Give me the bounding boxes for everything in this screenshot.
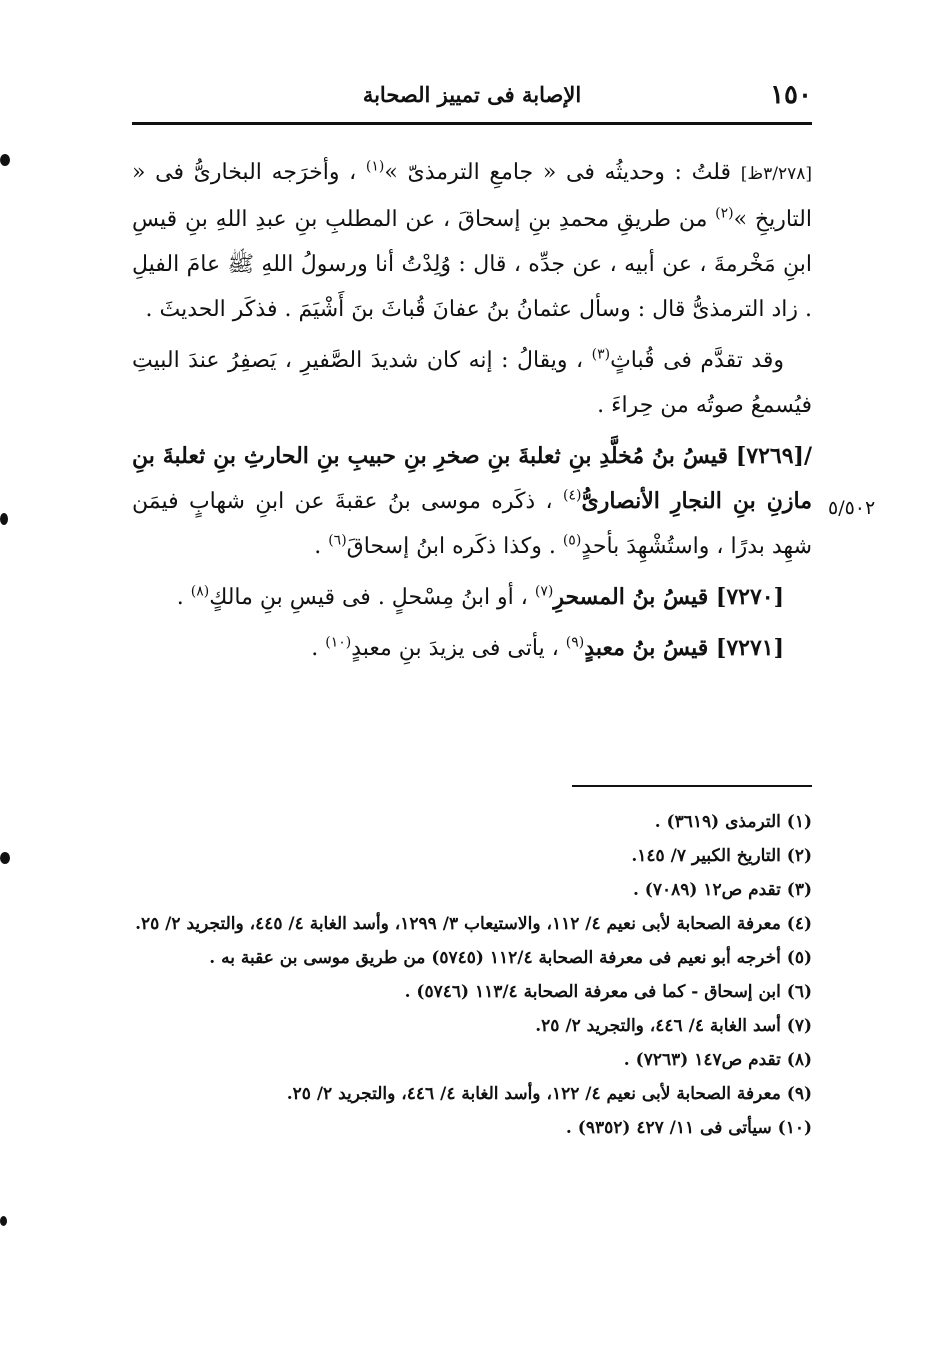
footnote-6: (٦) ابن إسحاق - كما فى معرفة الصحابة ١١٣/٤ (٥٧٤٦) .	[404, 982, 812, 1002]
footnote-ref-7: (٧)	[534, 583, 554, 600]
text-segment: .	[176, 585, 191, 610]
entry-7271	[132, 626, 812, 671]
binding-mark	[0, 154, 10, 166]
footnote-ref-5: (٥)	[562, 532, 582, 549]
footnote-4: (٤) معرفة الصحابة لأبى نعيم ٤/ ١١٢، والاستيعاب ٣/ ١٢٩٩، وأسد الغابة ٤/ ٤٤٥، والتجريد ٢/ ٢٥.	[135, 914, 812, 934]
text-segment: .	[314, 534, 329, 559]
footnote-ref-3: (٣)	[591, 346, 611, 363]
text-segment: من طريقِ محمدِ بنِ إسحاقَ ، عن المطلبِ بنِ عبدِ اللهِ بنِ قيسِ ابنِ مَخْرمةَ ، عن أبيه ، عن جدِّه ، قال : وُلِدْتُ أنا ورسولُ اللهِ ﷺ عامَ الفيلِ . زاد الترمذىُّ قال : وسأل عثمانُ بنُ عفانَ قُباثَ بنَ أَشْيَمَ . فذكَر الحديثَ .	[132, 207, 812, 322]
folio-marker: [٣/٢٧٨ظ]	[740, 164, 813, 184]
footnote-3: (٣) تقدم ص١٢ (٧٠٨٩) .	[632, 880, 812, 900]
text-segment: .	[311, 636, 326, 661]
text-segment: . وكذا ذكَره ابنُ إسحاقَ	[346, 534, 563, 559]
binding-mark	[0, 852, 10, 864]
text-segment: ، وأخرَجه البخارىُّ فى « التاريخِ »	[132, 160, 812, 232]
text-segment: وقد تقدَّم فى قُباثٍ	[610, 348, 784, 373]
entry-title: [٧٢٧١] قيسُ بنُ معبدٍ	[584, 635, 784, 661]
header-rule	[132, 122, 812, 125]
footnote-5: (٥) أخرجه أبو نعيم فى معرفة الصحابة ١١٢/٤ (٥٧٤٥) من طريق موسى بن عقبة به .	[209, 948, 812, 968]
entry-7270	[132, 575, 812, 620]
binding-mark	[0, 513, 8, 525]
text-segment: ، أو ابنُ مِسْحلٍ . فى قيسِ بنِ مالكٍ	[209, 585, 535, 610]
footnote-ref-2: (٢)	[715, 205, 734, 222]
footnote-7: (٧) أسد الغابة ٤/ ٤٤٦، والتجريد ٢/ ٢٥.	[535, 1016, 812, 1036]
footnote-ref-9: (٩)	[565, 634, 585, 651]
footnote-ref-10: (١٠)	[325, 634, 352, 651]
footnote-ref-8: (٨)	[190, 583, 210, 600]
binding-mark	[0, 1216, 7, 1226]
text-segment: ، يأتى فى يزيدَ بنِ معبدٍ	[351, 636, 566, 661]
footnote-ref-4: (٤)	[563, 487, 582, 504]
footnote-8: (٨) تقدم ص١٤٧ (٧٢٦٣) .	[623, 1050, 812, 1070]
footnote-9: (٩) معرفة الصحابة لأبى نعيم ٤/ ١٢٢، وأسد الغابة ٤/ ٤٤٦، والتجريد ٢/ ٢٥.	[286, 1084, 812, 1104]
footnote-rule	[572, 785, 812, 787]
main-text	[132, 150, 812, 671]
entry-7269	[132, 434, 812, 569]
paragraph-qubath	[132, 338, 812, 428]
entry-title: /[٧٢٦٩] قيسُ بنُ مُخلَّدِ بنِ ثعلبةَ بنِ صخرِ بنِ حبيبِ بنِ الحارثِ بنِ ثعلبةَ بنِ مازنِ بنِ النجارِ الأنصارىُّ	[132, 443, 812, 514]
page-number: ١٥٠	[770, 80, 812, 110]
footnotes	[132, 805, 812, 1145]
footnote-10: (١٠) سيأتى فى ١١/ ٤٢٧ (٩٣٥٢) .	[565, 1118, 812, 1138]
footnote-1: (١) الترمذى (٣٦١٩) .	[654, 812, 812, 832]
footnote-ref-6: (٦)	[328, 532, 347, 549]
footnote-ref-1: (١)	[365, 158, 385, 175]
paragraph-tirmidhi	[132, 150, 812, 332]
text-segment: قلتُ : وحديثُه فى « جامعِ الترمذىّ »	[384, 160, 741, 185]
margin-reference: ٥/٥٠٢	[828, 497, 876, 519]
running-title: الإصابة فى تمييز الصحابة	[362, 82, 582, 107]
page-header	[132, 78, 812, 118]
entry-title: [٧٢٧٠] قيسُ بنُ المسحرِ	[553, 584, 784, 610]
footnote-2: (٢) التاريخ الكبير ٧/ ١٤٥.	[631, 846, 812, 866]
text-segment: ، ويقالُ : إنه كان شديدَ الصَّفيرِ ، يَصفِرُ عندَ البيتِ فيُسمعُ صوتُه من حِراءَ .	[132, 348, 812, 418]
text-segment: ، ذكَره موسى بنُ عقبةَ عن ابنِ شهابٍ فيمَن شهِد بدرًا ، واستُشْهِدَ بأحدٍ	[132, 489, 812, 559]
